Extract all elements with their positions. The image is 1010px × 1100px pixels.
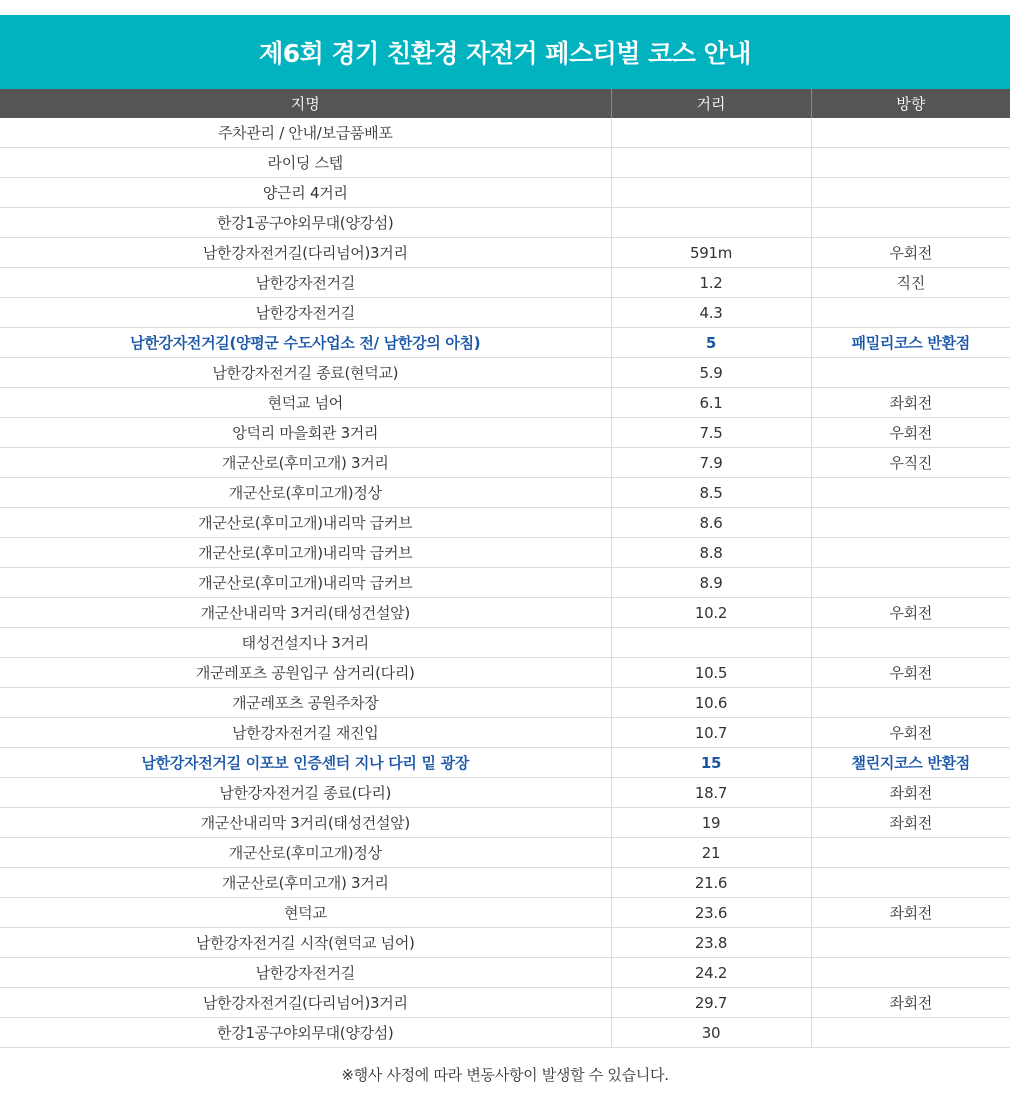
table-row — [0, 298, 1010, 328]
cell-place: 한강1공구야외무대(양강섬) — [0, 208, 611, 238]
cell-direction: 우회전 — [811, 598, 1010, 628]
cell-direction: 좌회전 — [811, 898, 1010, 928]
course-table — [0, 89, 1010, 1048]
table-body — [0, 118, 1010, 1048]
cell-direction: 좌회전 — [811, 808, 1010, 838]
cell-place: 개군산로(후미고개)정상 — [0, 838, 611, 868]
cell-place: 개군산내리막 3거리(태성건설앞) — [0, 598, 611, 628]
table-row — [0, 508, 1010, 538]
cell-distance: 8.5 — [611, 478, 811, 508]
cell-place: 라이딩 스텝 — [0, 148, 611, 178]
cell-distance: 8.6 — [611, 508, 811, 538]
table-row — [0, 448, 1010, 478]
cell-distance: 7.9 — [611, 448, 811, 478]
cell-distance: 8.9 — [611, 568, 811, 598]
cell-direction: 우회전 — [811, 658, 1010, 688]
table-row — [0, 718, 1010, 748]
table-row — [0, 388, 1010, 418]
cell-distance: 23.8 — [611, 928, 811, 958]
cell-direction — [811, 958, 1010, 988]
cell-distance — [611, 628, 811, 658]
cell-direction — [811, 178, 1010, 208]
title-banner — [0, 15, 1010, 89]
cell-place: 남한강자전거길 — [0, 268, 611, 298]
cell-place: 남한강자전거길 — [0, 298, 611, 328]
cell-direction: 직진 — [811, 268, 1010, 298]
cell-place: 남한강자전거길 이포보 인증센터 지나 다리 밑 광장 — [0, 748, 611, 778]
table-row — [0, 478, 1010, 508]
cell-place: 개군산로(후미고개) 3거리 — [0, 868, 611, 898]
cell-place: 앙덕리 마을회관 3거리 — [0, 418, 611, 448]
cell-place: 개군레포츠 공원주차장 — [0, 688, 611, 718]
cell-distance: 19 — [611, 808, 811, 838]
cell-place: 개군산로(후미고개)내리막 급커브 — [0, 568, 611, 598]
cell-distance: 24.2 — [611, 958, 811, 988]
header-direction: 방향 — [811, 89, 1010, 118]
cell-distance: 10.6 — [611, 688, 811, 718]
table-row — [0, 238, 1010, 268]
cell-direction — [811, 688, 1010, 718]
cell-distance: 7.5 — [611, 418, 811, 448]
cell-direction — [811, 538, 1010, 568]
cell-distance: 10.2 — [611, 598, 811, 628]
cell-place: 개군산로(후미고개) 3거리 — [0, 448, 611, 478]
page-title: 제6회 경기 친환경 자전거 페스티벌 코스 안내 — [259, 39, 751, 68]
cell-distance — [611, 118, 811, 148]
cell-direction: 우회전 — [811, 718, 1010, 748]
cell-place: 남한강자전거길 종료(현덕교) — [0, 358, 611, 388]
cell-direction: 좌회전 — [811, 778, 1010, 808]
table-row — [0, 148, 1010, 178]
cell-direction — [811, 1018, 1010, 1048]
table-row — [0, 208, 1010, 238]
cell-distance: 5.9 — [611, 358, 811, 388]
cell-place: 현덕교 — [0, 898, 611, 928]
cell-place: 현덕교 넘어 — [0, 388, 611, 418]
cell-direction: 좌회전 — [811, 388, 1010, 418]
cell-place: 남한강자전거길(양평군 수도사업소 전/ 남한강의 아침) — [0, 328, 611, 358]
cell-distance — [611, 178, 811, 208]
cell-place: 개군산내리막 3거리(태성건설앞) — [0, 808, 611, 838]
table-row — [0, 838, 1010, 868]
table-row — [0, 328, 1010, 358]
cell-distance: 10.7 — [611, 718, 811, 748]
table-row — [0, 598, 1010, 628]
cell-distance: 10.5 — [611, 658, 811, 688]
cell-place: 개군레포츠 공원입구 삼거리(다리) — [0, 658, 611, 688]
cell-distance: 18.7 — [611, 778, 811, 808]
cell-distance: 21.6 — [611, 868, 811, 898]
cell-place: 남한강자전거길(다리넘어)3거리 — [0, 238, 611, 268]
cell-direction: 우회전 — [811, 238, 1010, 268]
cell-direction — [811, 868, 1010, 898]
cell-distance: 29.7 — [611, 988, 811, 1018]
cell-direction — [811, 508, 1010, 538]
cell-place: 남한강자전거길 시작(현덕교 넘어) — [0, 928, 611, 958]
cell-place: 한강1공구야외무대(양강섬) — [0, 1018, 611, 1048]
table-row — [0, 958, 1010, 988]
table-row — [0, 778, 1010, 808]
cell-direction — [811, 838, 1010, 868]
cell-distance: 1.2 — [611, 268, 811, 298]
table-row — [0, 988, 1010, 1018]
cell-place: 개군산로(후미고개)정상 — [0, 478, 611, 508]
cell-place: 개군산로(후미고개)내리막 급커브 — [0, 538, 611, 568]
footnote: ※행사 사정에 따라 변동사항이 발생할 수 있습니다. — [341, 1066, 669, 1084]
cell-direction — [811, 148, 1010, 178]
cell-direction — [811, 298, 1010, 328]
cell-direction — [811, 568, 1010, 598]
cell-place: 남한강자전거길 종료(다리) — [0, 778, 611, 808]
table-row — [0, 898, 1010, 928]
cell-place: 양근리 4거리 — [0, 178, 611, 208]
cell-place: 남한강자전거길 재진입 — [0, 718, 611, 748]
table-row — [0, 358, 1010, 388]
header-place: 지명 — [0, 89, 611, 118]
cell-distance: 591m — [611, 238, 811, 268]
cell-direction — [811, 628, 1010, 658]
cell-direction: 우회전 — [811, 418, 1010, 448]
cell-place: 주차관리 / 안내/보급품배포 — [0, 118, 611, 148]
cell-direction — [811, 118, 1010, 148]
table-header-row — [0, 89, 1010, 118]
cell-distance: 21 — [611, 838, 811, 868]
cell-place: 개군산로(후미고개)내리막 급커브 — [0, 508, 611, 538]
cell-distance: 23.6 — [611, 898, 811, 928]
cell-distance: 15 — [611, 748, 811, 778]
table-row — [0, 178, 1010, 208]
cell-direction — [811, 478, 1010, 508]
cell-direction: 챌린지코스 반환점 — [811, 748, 1010, 778]
cell-place: 남한강자전거길(다리넘어)3거리 — [0, 988, 611, 1018]
table-row — [0, 808, 1010, 838]
cell-place: 남한강자전거길 — [0, 958, 611, 988]
cell-direction — [811, 208, 1010, 238]
header-distance: 거리 — [611, 89, 811, 118]
table-row — [0, 688, 1010, 718]
table-row — [0, 868, 1010, 898]
cell-distance: 6.1 — [611, 388, 811, 418]
table-row — [0, 748, 1010, 778]
cell-direction: 패밀리코스 반환점 — [811, 328, 1010, 358]
table-row — [0, 928, 1010, 958]
cell-distance: 8.8 — [611, 538, 811, 568]
table-row — [0, 538, 1010, 568]
table-row — [0, 568, 1010, 598]
cell-direction: 좌회전 — [811, 988, 1010, 1018]
table-row — [0, 628, 1010, 658]
cell-distance — [611, 208, 811, 238]
cell-direction — [811, 928, 1010, 958]
cell-place: 태성건설지나 3거리 — [0, 628, 611, 658]
table-row — [0, 658, 1010, 688]
cell-distance: 4.3 — [611, 298, 811, 328]
table-row — [0, 418, 1010, 448]
cell-distance: 5 — [611, 328, 811, 358]
cell-distance: 30 — [611, 1018, 811, 1048]
table-row — [0, 1018, 1010, 1048]
table-row — [0, 118, 1010, 148]
table-row — [0, 268, 1010, 298]
cell-direction — [811, 358, 1010, 388]
cell-direction: 우직진 — [811, 448, 1010, 478]
cell-distance — [611, 148, 811, 178]
